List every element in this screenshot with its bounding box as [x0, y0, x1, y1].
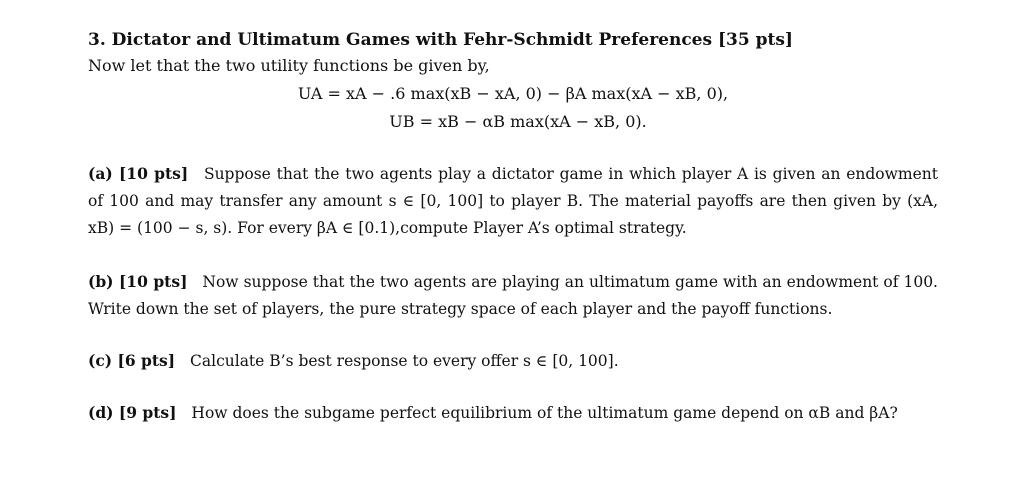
problem-document: [88, 30, 938, 427]
part-b-text: Now suppose that the two agents are playing an ultimatum game with an endowment of 100. Write down the set of players, the pure strategy space of each player and the payoff functions.: [88, 273, 938, 318]
part-a-label: (a) [10 pts]: [88, 164, 189, 183]
part-d: [88, 399, 938, 427]
part-c: [88, 347, 938, 375]
part-d-label: (d) [9 pts]: [88, 403, 177, 422]
part-b-label: (b) [10 pts]: [88, 272, 188, 291]
utility-equation-b: UB = xB − αB max(xA − xB, 0).: [389, 112, 647, 131]
problem-intro: Now let that the two utility functions be given by,: [88, 56, 490, 75]
part-b: [88, 268, 938, 323]
problem-heading: 3. Dictator and Ultimatum Games with Fehr-Schmidt Preferences [35 pts]: [88, 30, 793, 50]
part-c-label: (c) [6 pts]: [88, 351, 176, 370]
part-c-text: Calculate B’s best response to every offer s ∈ [0, 100].: [190, 352, 619, 370]
part-d-text: How does the subgame perfect equilibrium of the ultimatum game depend on αB and βA?: [191, 404, 898, 422]
utility-equation-a: UA = xA − .6 max(xB − xA, 0) − βA max(xA − xB, 0),: [297, 84, 729, 103]
part-a: [88, 160, 938, 242]
part-a-text: Suppose that the two agents play a dictator game in which player A is given an endowment of 100 and may transfer any amount s ∈ [0, 100] to player B. The material payoffs are then given by (xA, xB) = (100 − s, s). For every βA ∈ [0.1),compute Player A’s optimal strategy.: [88, 165, 938, 237]
